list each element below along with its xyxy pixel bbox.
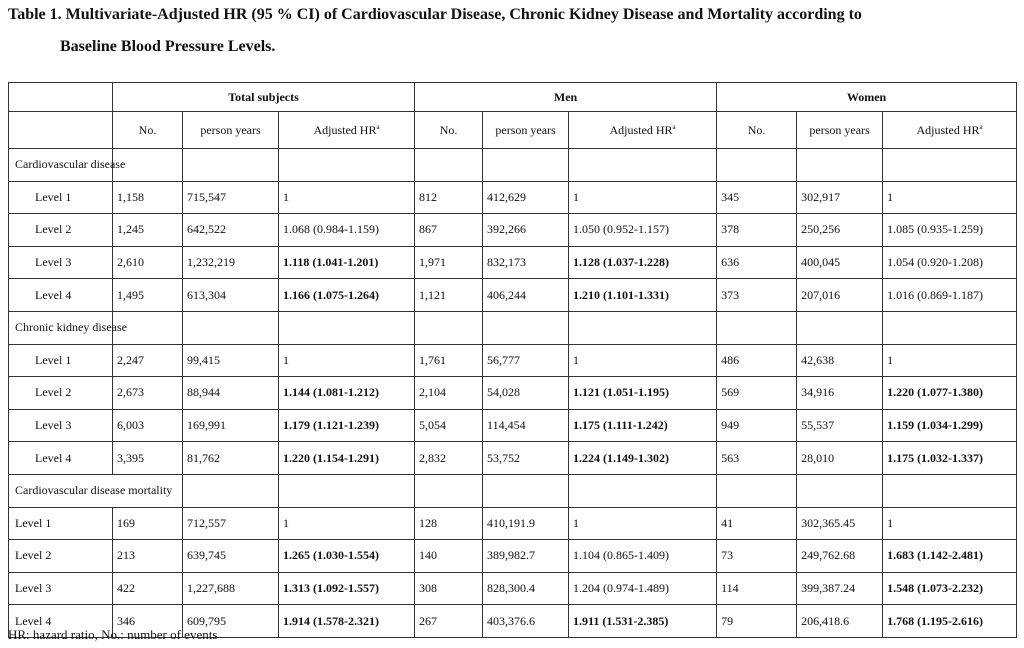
adjusted-hr-value: 1.016 (0.869-1.187) (883, 279, 1017, 312)
adjusted-hr-value: 1 (883, 507, 1017, 540)
adjusted-hr-value: 1 (569, 507, 717, 540)
person-years-value: 609,795 (183, 605, 279, 638)
column-header-no: No. (113, 112, 183, 149)
footnote: HR: hazard ratio, No.: number of events (8, 627, 218, 642)
adjusted-hr-value: 1 (279, 507, 415, 540)
level-label: Level 4 (9, 442, 113, 475)
events-count: 2,104 (415, 377, 483, 410)
events-count: 569 (717, 377, 797, 410)
adjusted-hr-value: 1.914 (1.578-2.321) (279, 605, 415, 638)
person-years-value: 42,638 (797, 344, 883, 377)
events-count: 373 (717, 279, 797, 312)
adjusted-hr-value: 1 (569, 344, 717, 377)
adjusted-hr-value: 1.050 (0.952-1.157) (569, 214, 717, 247)
adjusted-hr-value: 1.220 (1.077-1.380) (883, 377, 1017, 410)
person-years-value: 206,418.6 (797, 605, 883, 638)
adjusted-hr-value: 1.683 (1.142-2.481) (883, 540, 1017, 573)
level-label: Level 3 (9, 409, 113, 442)
person-years-value: 392,266 (483, 214, 569, 247)
hazard-ratio-table (8, 82, 1017, 638)
events-count: 308 (415, 572, 483, 605)
empty-cell (483, 311, 569, 344)
events-count: 1,245 (113, 214, 183, 247)
empty-cell (415, 149, 483, 182)
level-label: Level 2 (9, 214, 113, 247)
person-years-value: 249,762.68 (797, 540, 883, 573)
events-count: 345 (717, 181, 797, 214)
events-count: 73 (717, 540, 797, 573)
table-row (9, 377, 1017, 410)
empty-cell (183, 474, 279, 507)
adjusted-hr-value: 1 (883, 181, 1017, 214)
events-count: 949 (717, 409, 797, 442)
section-label: Cardiovascular disease (9, 149, 113, 182)
column-header-no: No. (717, 112, 797, 149)
empty-cell (797, 149, 883, 182)
person-years-value: 613,304 (183, 279, 279, 312)
adjusted-hr-value: 1.085 (0.935-1.259) (883, 214, 1017, 247)
adjusted-hr-value: 1.068 (0.984-1.159) (279, 214, 415, 247)
person-years-value: 412,629 (483, 181, 569, 214)
events-count: 3,395 (113, 442, 183, 475)
adjusted-hr-value: 1.911 (1.531-2.385) (569, 605, 717, 638)
events-count: 79 (717, 605, 797, 638)
adjusted-hr-value: 1.768 (1.195-2.616) (883, 605, 1017, 638)
table-row (9, 344, 1017, 377)
adjusted-hr-value: 1.121 (1.051-1.195) (569, 377, 717, 410)
adjusted-hr-value: 1 (279, 344, 415, 377)
empty-cell (483, 149, 569, 182)
level-label: Level 2 (9, 540, 113, 573)
adjusted-hr-value: 1 (569, 181, 717, 214)
events-count: 1,158 (113, 181, 183, 214)
events-count: 2,247 (113, 344, 183, 377)
adjusted-hr-value: 1.166 (1.075-1.264) (279, 279, 415, 312)
column-header-no: No. (415, 112, 483, 149)
level-label: Level 2 (9, 377, 113, 410)
adjusted-hr-value: 1 (883, 344, 1017, 377)
person-years-value: 28,010 (797, 442, 883, 475)
column-header-adjusted-hr: Adjusted $HR^a$ (883, 112, 1017, 149)
adjusted-hr-value: 1.175 (1.111-1.242) (569, 409, 717, 442)
level-label: Level 1 (9, 344, 113, 377)
empty-cell (883, 474, 1017, 507)
person-years-value: 88,944 (183, 377, 279, 410)
empty-cell (797, 474, 883, 507)
empty-cell (279, 474, 415, 507)
events-count: 213 (113, 540, 183, 573)
group-header-total: Total subjects (113, 83, 415, 112)
events-count: 422 (113, 572, 183, 605)
title-line-1: Table 1. Multivariate-Adjusted HR (95 % CI) of Cardiovascular Disease, Chronic Kidney Disease and Mortality according to (8, 6, 862, 23)
adjusted-hr-value: 1.104 (0.865-1.409) (569, 540, 717, 573)
person-years-value: 832,173 (483, 246, 569, 279)
column-header-adjusted-hr: Adjusted $HR^a$ (569, 112, 717, 149)
adjusted-hr-value: 1.313 (1.092-1.557) (279, 572, 415, 605)
person-years-value: 55,537 (797, 409, 883, 442)
adjusted-hr-value: 1.210 (1.101-1.331) (569, 279, 717, 312)
person-years-value: 169,991 (183, 409, 279, 442)
empty-cell (279, 311, 415, 344)
person-years-value: 56,777 (483, 344, 569, 377)
events-count: 378 (717, 214, 797, 247)
section-row (9, 474, 1017, 507)
table-row (9, 540, 1017, 573)
title-line-2: Baseline Blood Pressure Levels. (60, 38, 276, 55)
column-header-person-years: person years (183, 112, 279, 149)
adjusted-hr-value: 1.118 (1.041-1.201) (279, 246, 415, 279)
adjusted-hr-value: 1.175 (1.032-1.337) (883, 442, 1017, 475)
events-count: 5,054 (415, 409, 483, 442)
empty-cell (717, 311, 797, 344)
empty-cell (183, 149, 279, 182)
table-row (9, 246, 1017, 279)
person-years-value: 712,557 (183, 507, 279, 540)
empty-cell (569, 149, 717, 182)
events-count: 128 (415, 507, 483, 540)
empty-cell (415, 311, 483, 344)
events-count: 41 (717, 507, 797, 540)
section-row (9, 149, 1017, 182)
empty-cell (279, 149, 415, 182)
adjusted-hr-value: 1.220 (1.154-1.291) (279, 442, 415, 475)
events-count: 812 (415, 181, 483, 214)
level-label: Level 1 (9, 181, 113, 214)
person-years-value: 207,016 (797, 279, 883, 312)
events-count: 486 (717, 344, 797, 377)
column-header-row (9, 112, 1017, 149)
events-count: 267 (415, 605, 483, 638)
events-count: 636 (717, 246, 797, 279)
table-row (9, 507, 1017, 540)
events-count: 1,971 (415, 246, 483, 279)
adjusted-hr-value: 1.128 (1.037-1.228) (569, 246, 717, 279)
level-label: Level 3 (9, 572, 113, 605)
section-row (9, 311, 1017, 344)
table-row (9, 279, 1017, 312)
adjusted-hr-value: 1.054 (0.920-1.208) (883, 246, 1017, 279)
adjusted-hr-value: 1.204 (0.974-1.489) (569, 572, 717, 605)
level-label: Level 4 (9, 605, 113, 638)
empty-cell (415, 474, 483, 507)
adjusted-hr-value: 1.144 (1.081-1.212) (279, 377, 415, 410)
events-count: 2,610 (113, 246, 183, 279)
table-title (8, 4, 1018, 58)
column-header-adjusted-hr: Adjusted $HR^a$ (279, 112, 415, 149)
person-years-value: 715,547 (183, 181, 279, 214)
level-label: Level 3 (9, 246, 113, 279)
column-header-person-years: person years (797, 112, 883, 149)
empty-cell (483, 474, 569, 507)
level-label: Level 4 (9, 279, 113, 312)
empty-cell (717, 149, 797, 182)
events-count: 2,832 (415, 442, 483, 475)
person-years-value: 250,256 (797, 214, 883, 247)
person-years-value: 99,415 (183, 344, 279, 377)
table-row (9, 572, 1017, 605)
events-count: 1,495 (113, 279, 183, 312)
events-count: 1,121 (415, 279, 483, 312)
events-count: 346 (113, 605, 183, 638)
empty-cell (569, 474, 717, 507)
events-count: 1,761 (415, 344, 483, 377)
adjusted-hr-value: 1.159 (1.034-1.299) (883, 409, 1017, 442)
empty-cell (797, 311, 883, 344)
person-years-value: 1,227,688 (183, 572, 279, 605)
person-years-value: 399,387.24 (797, 572, 883, 605)
person-years-value: 1,232,219 (183, 246, 279, 279)
table-row (9, 181, 1017, 214)
person-years-value: 54,028 (483, 377, 569, 410)
adjusted-hr-value: 1.179 (1.121-1.239) (279, 409, 415, 442)
events-count: 169 (113, 507, 183, 540)
person-years-value: 114,454 (483, 409, 569, 442)
group-header-men: Men (415, 83, 717, 112)
adjusted-hr-value: 1 (279, 181, 415, 214)
empty-cell (717, 474, 797, 507)
person-years-value: 406,244 (483, 279, 569, 312)
empty-cell (569, 311, 717, 344)
table-row (9, 442, 1017, 475)
empty-cell (883, 149, 1017, 182)
events-count: 140 (415, 540, 483, 573)
person-years-value: 389,982.7 (483, 540, 569, 573)
empty-header-cell (9, 83, 113, 112)
person-years-value: 639,745 (183, 540, 279, 573)
person-years-value: 403,376.6 (483, 605, 569, 638)
person-years-value: 642,522 (183, 214, 279, 247)
table-row (9, 214, 1017, 247)
person-years-value: 34,916 (797, 377, 883, 410)
events-count: 114 (717, 572, 797, 605)
events-count: 563 (717, 442, 797, 475)
person-years-value: 302,365.45 (797, 507, 883, 540)
person-years-value: 410,191.9 (483, 507, 569, 540)
person-years-value: 302,917 (797, 181, 883, 214)
events-count: 867 (415, 214, 483, 247)
events-count: 6,003 (113, 409, 183, 442)
adjusted-hr-value: 1.265 (1.030-1.554) (279, 540, 415, 573)
group-header-women: Women (717, 83, 1017, 112)
empty-header-cell (9, 112, 113, 149)
adjusted-hr-value: 1.548 (1.073-2.232) (883, 572, 1017, 605)
events-count: 2,673 (113, 377, 183, 410)
level-label: Level 1 (9, 507, 113, 540)
empty-cell (883, 311, 1017, 344)
adjusted-hr-value: 1.224 (1.149-1.302) (569, 442, 717, 475)
person-years-value: 81,762 (183, 442, 279, 475)
column-header-person-years: person years (483, 112, 569, 149)
person-years-value: 400,045 (797, 246, 883, 279)
section-label: Chronic kidney disease (9, 311, 113, 344)
group-header-row (9, 83, 1017, 112)
empty-cell (183, 311, 279, 344)
section-label: Cardiovascular disease mortality (9, 474, 113, 507)
person-years-value: 53,752 (483, 442, 569, 475)
table-row (9, 409, 1017, 442)
person-years-value: 828,300.4 (483, 572, 569, 605)
